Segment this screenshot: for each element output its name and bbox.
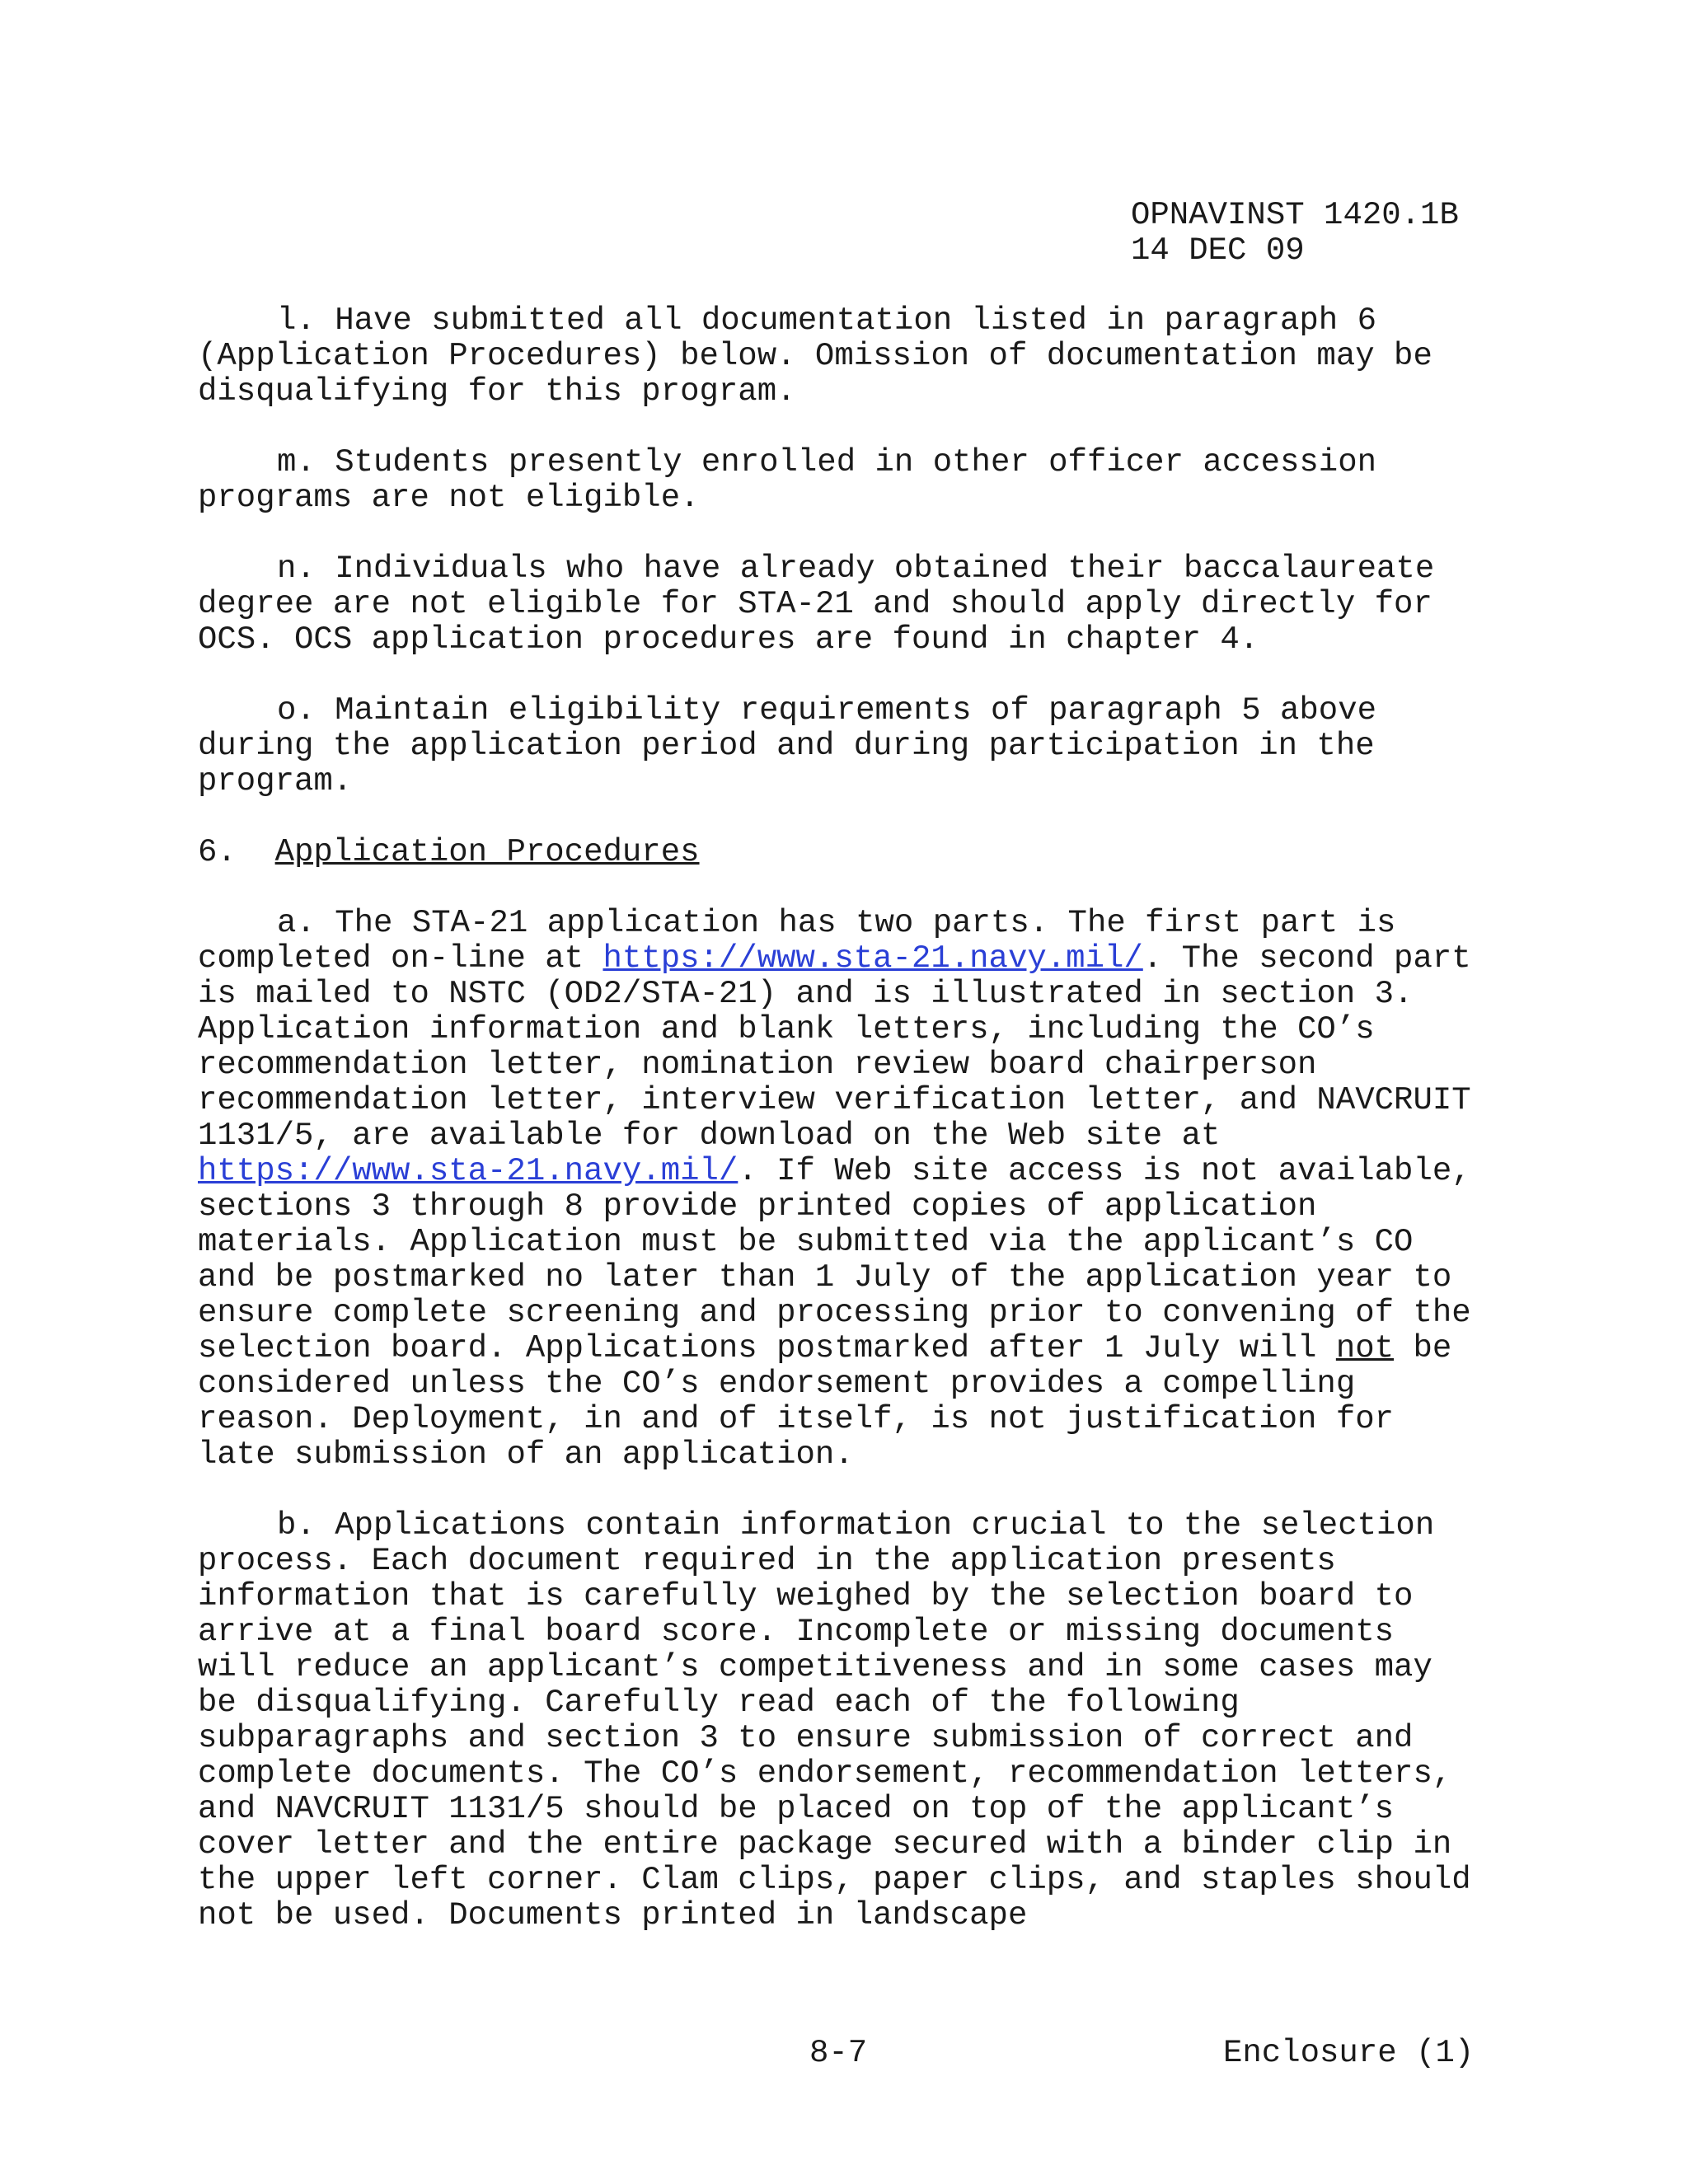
emphasis-not: not xyxy=(1335,1330,1395,1366)
paragraph-a-text-4: be considered unless the CO’s endorsement provides a compelling reason. Deployment, in and of itself, is not justification for late submission of an application. xyxy=(198,1330,1452,1473)
section-heading xyxy=(198,835,1484,870)
paragraph-o: o. Maintain eligibility requirements of paragraph 5 above during the application period and during participation in the program. xyxy=(198,692,1377,799)
paragraph-b: b. Applications contain information crucial to the selection process. Each document required in the application presents information that is carefully weighed by the selection board to arrive at a final board score. Incomplete or missing documents will reduce an applicant’s competitiveness and in some cases may be disqualifying. Carefully read each of the following subparagraphs and section 3 to ensure submission of correct and complete documents. The CO’s endorsement, recommendation letters, and NAVCRUIT 1131/5 should be placed on top of the applicant’s cover letter and the entire package secured with a binder clip in the upper left corner. Clam clips, paper clips, and staples should not be used. Documents printed in landscape xyxy=(198,1507,1471,1933)
paragraph-a xyxy=(198,906,1484,1473)
paragraph-m: m. Students presently enrolled in other officer accession programs are not eligible. xyxy=(198,444,1377,516)
body-text xyxy=(198,303,1484,1969)
sta21-website-link[interactable]: https://www.sta-21.navy.mil/ xyxy=(603,940,1143,977)
paragraph-a-text-3: . If Web site access is not available, sections 3 through 8 provide printed copies of application materials. Application must be submitted via the applicant’s CO and be postmarked no later than 1 July of the application year to ensure complete screening and processing prior to convening of the selection board. Applications postmarked after 1 July will xyxy=(198,1153,1471,1366)
paragraph-l: l. Have submitted all documentation listed in paragraph 6 (Application Procedures) below. Omission of documentation may be disqualifying for this program. xyxy=(198,302,1432,410)
sta21-download-link[interactable]: https://www.sta-21.navy.mil/ xyxy=(198,1153,738,1189)
section-number: 6. xyxy=(198,834,275,870)
paragraph-n: n. Individuals who have already obtained their baccalaureate degree are not eligible for STA-21 and should apply directly for OCS. OCS application procedures are found in chapter 4. xyxy=(198,551,1435,658)
page-header xyxy=(1131,198,1459,269)
instruction-date: 14 DEC 09 xyxy=(1131,232,1305,269)
section-title: Application Procedures xyxy=(274,834,700,870)
page-number: 8-7 xyxy=(809,2035,868,2071)
enclosure-label: Enclosure (1) xyxy=(1223,2035,1475,2071)
paragraph-a-text-1: a. The STA-21 application has two parts. The first part is completed on-line at xyxy=(198,905,1396,977)
paragraph-a-text-2: . The second part is mailed to NSTC (OD2/STA-21) and is illustrated in section 3. Application information and blank letters, including the CO’s recommendation letter, nomination review board chairperson recommendation letter, interview verification letter, and NAVCRUIT 1131/5, are available for download on the Web site at xyxy=(198,940,1471,1154)
instruction-number: OPNAVINST 1420.1B xyxy=(1131,197,1459,233)
